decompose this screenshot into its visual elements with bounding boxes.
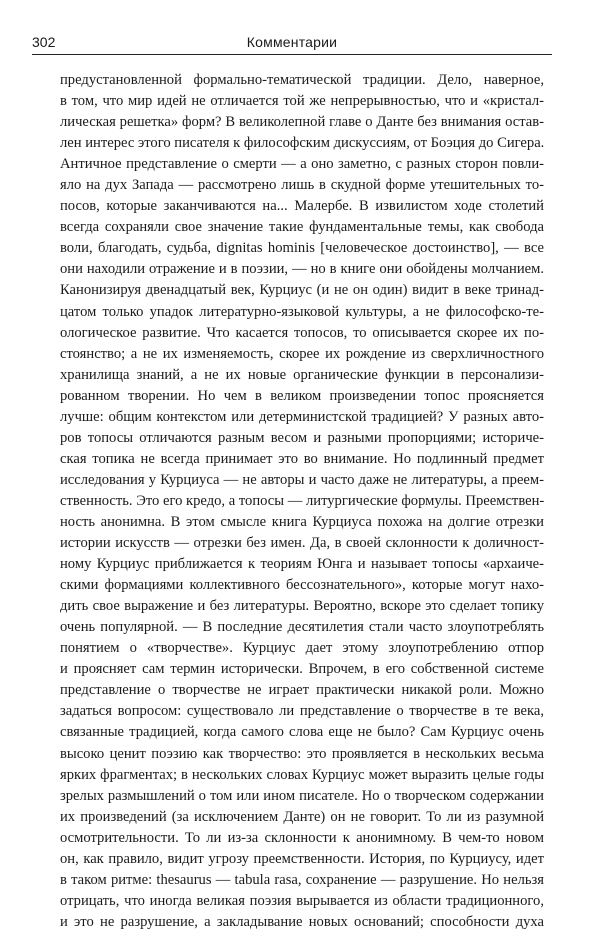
text-line: связанные традицией, когда самого слова еще не было? Сам Курциус очень — [60, 724, 544, 741]
text-line: предустановленной формально-тематической традиции. Дело, наверное, — [60, 72, 544, 88]
header-rule — [32, 54, 552, 55]
text-line: дить свое выражение и без литературы. Вероятно, вскоре это сделает топику — [60, 598, 544, 615]
text-line: яло на дух Запада — рассмотрено лишь в скудной форме утешительных то- — [60, 177, 544, 194]
text-line: понятием о «творчестве». Курциус дает этому злоупотреблению отпор — [60, 640, 544, 657]
text-line: их произведений (за исключением Данте) он не говорит. То ли из разумной — [60, 808, 544, 825]
text-line: зрелых размышлений о том или ином писателе. Но о творческом содержании — [60, 787, 544, 804]
text-line: хранилища знаний, а не их новые органические функции в персонализи- — [60, 366, 544, 383]
text-line: цатом только упадок литературно-языковой культуры, а не философско-те- — [60, 303, 544, 320]
text-line: и это не разрушение, а закладывание новых оснований; способности духа — [60, 913, 544, 930]
text-line: исследования у Курциуса — не авторы и часто даже не литературы, а преем- — [60, 471, 544, 488]
text-line: отрицать, что иногда великая поэзия вырывается из области традиционного, — [60, 892, 544, 909]
text-line: ологическое развитие. Что касается топосов, то описывается скорее их по- — [60, 324, 544, 341]
text-line: лическая решетка» форм? В великолепной главе о Данте без внимания остав- — [60, 114, 544, 131]
text-line: он, как правило, видит угрозу преемственности. История, по Курциусу, идет — [60, 850, 544, 867]
text-line: ному Курциус приближается к теориям Юнга и называет топосы «архаиче- — [60, 556, 544, 573]
running-head — [32, 32, 552, 56]
text-line: Античное представление о смерти — а оно заметно, с разных сторон повли- — [60, 156, 544, 173]
text-line: они находили отражение и в поэзии, — но в книге они обойдены молчанием. — [60, 261, 544, 278]
text-line: представление о творчестве не играет практически никакой роли. Можно — [60, 682, 544, 699]
text-line: и проясняет сам термин исторически. Впрочем, в его собственной системе — [60, 661, 544, 678]
text-line: рованном творении. Но чем в великом произведении топос проясняется — [60, 387, 544, 404]
text-line: ность анонимна. В этом смысле книга Курциуса похожа на долгие отрезки — [60, 513, 544, 530]
text-line: скими формациями коллективного бессознательного», которые могут нахо- — [60, 577, 544, 594]
text-line: воли, благодать, судьба, dignitas hominis [человеческое достоинство], — все — [60, 240, 544, 257]
section-title: Комментарии — [246, 34, 338, 50]
text-line: задаться вопросом: существовало ли представление о творчестве в те века, — [60, 703, 544, 720]
body-text — [60, 70, 544, 933]
page-number: 302 — [32, 34, 56, 50]
text-line: посов, которые заканчиваются на... Малербе. В извилистом ходе столетий — [60, 198, 544, 215]
text-line: лучше: общим контекстом или детерминистской традицией? У разных авто- — [60, 408, 544, 425]
text-line: в таком ритме: thesaurus — tabula rasa, сохранение — разрушение. Но нельзя — [60, 871, 544, 888]
text-line: высоко ценит поэзию как творчество: это проявляется в нескольких весьма — [60, 745, 544, 762]
text-line: очень популярной. — В последние десятилетия стали часто злоупотреблять — [60, 619, 544, 636]
text-line: ственность. Это его кредо, а топосы — литургические формулы. Преемствен- — [60, 492, 545, 509]
text-line: Канонизируя двенадцатый век, Курциус (и не он один) видит в веке тринад- — [60, 282, 544, 299]
text-line: ярких фрагментах; в нескольких словах Курциус может выразить целые годы — [60, 766, 544, 783]
text-line: истории искусств — отрезки без имен. Да, в своей склонности к доличност- — [60, 535, 544, 552]
text-line: осмотрительности. То ли из-за склонности к анонимному. В чем-то новом — [60, 829, 544, 846]
text-line: всегда сохраняли свое значение такие фундаментальные темы, как свобода — [60, 219, 544, 236]
text-line: ская топика не всегда принимает это во внимание. Но подлинный предмет — [60, 450, 544, 467]
text-line: лен интерес этого писателя к философским дискуссиям, от Боэция до Сигера. — [60, 135, 545, 152]
text-line: ров топосы отличаются разным весом и разными пропорциями; историче- — [60, 429, 544, 446]
text-line: стоянство; а не их изменяемость, скорее их рождение из сверхличностного — [60, 345, 544, 362]
text-line: в том, что мир идей не отличается той же непрерывностью, что и «кристал- — [60, 93, 544, 110]
